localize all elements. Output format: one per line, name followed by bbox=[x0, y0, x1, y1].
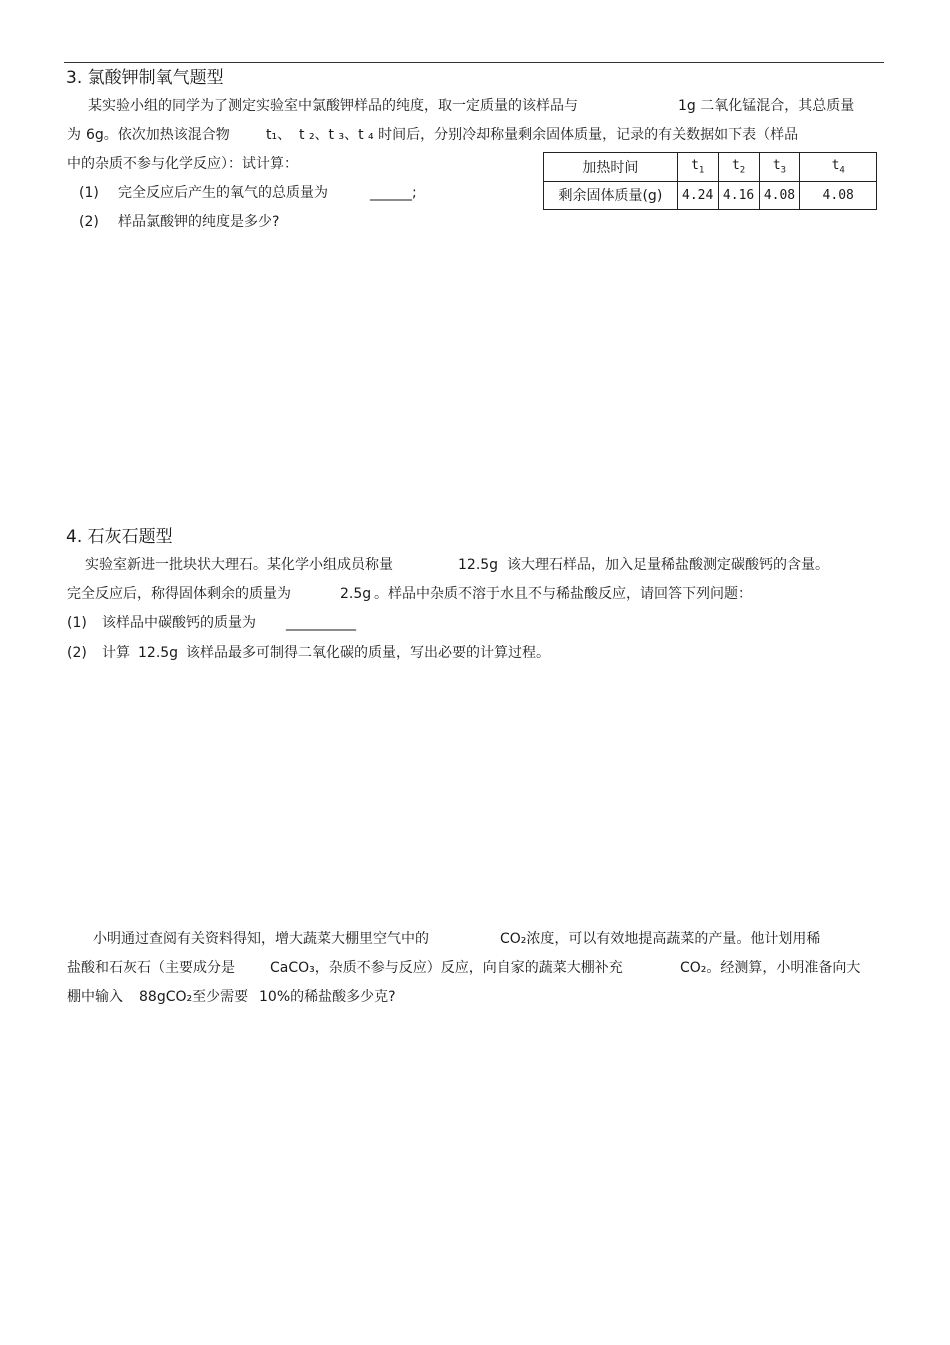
q5-line2-b: CaCO₃，杂质不参与反应）反应，向自家的蔬菜大棚补充 bbox=[270, 960, 623, 976]
q3-sub2-text: 样品氯酸钾的纯度是多少? bbox=[118, 214, 280, 230]
table-mass-cell: 4.08 bbox=[800, 181, 877, 210]
heating-data-table bbox=[543, 152, 879, 212]
q3-heading: 3. 氯酸钾制氧气题型 bbox=[66, 68, 224, 88]
q4-sub2-number: (2) bbox=[67, 645, 87, 661]
table-mass-cell: 4.08 bbox=[759, 181, 800, 210]
table-mass-cell: 4.16 bbox=[718, 181, 759, 210]
q4-line2-a: 完全反应后，称得固体剩余的质量为 bbox=[67, 586, 291, 602]
q4-sub1-blank[interactable]: __________ bbox=[286, 615, 356, 631]
q4-line1-c: 该大理石样品，加入足量稀盐酸测定碳酸钙的含量。 bbox=[507, 557, 829, 573]
table-mass-cell: 4.24 bbox=[677, 181, 718, 210]
top-rule bbox=[64, 62, 884, 63]
table-time-cell: $t_2$ bbox=[718, 153, 759, 182]
q4-line2-b: 2.5g bbox=[340, 586, 372, 602]
table-data-row bbox=[544, 181, 877, 210]
table-time-cell: $t_1$ bbox=[677, 153, 718, 182]
q3-sub1-blank[interactable]: ______; bbox=[370, 185, 417, 201]
q4-sub2-a: 计算 bbox=[102, 645, 130, 661]
q3-line1-a: 某实验小组的同学为了测定实验室中氯酸钾样品的纯度，取一定质量的该样品与 bbox=[88, 98, 578, 114]
q5-line3-b: 88gCO₂至少需要 bbox=[139, 989, 249, 1005]
q4-line2-c: 。样品中杂质不溶于水且不与稀盐酸反应，请回答下列问题： bbox=[374, 586, 752, 602]
q3-line2-d: t ₂、t ₃、t ₄ 时间后，分别冷却称量剩余固体质量，记录的有关数据如下表（样品 bbox=[299, 127, 799, 143]
q4-sub1-number: (1) bbox=[67, 615, 87, 631]
q5-line3-c: 10%的稀盐酸多少克? bbox=[259, 989, 396, 1005]
q5-line3-a: 棚中输入 bbox=[67, 989, 123, 1005]
q3-line3: 中的杂质不参与化学反应）：试计算： bbox=[67, 156, 298, 172]
q5-line2-c: CO₂。经测算，小明准备向大 bbox=[680, 960, 861, 976]
q3-line1-b: 1g 二氧化锰混合，其总质量 bbox=[678, 98, 855, 114]
q3-line2-a: 为 bbox=[67, 127, 81, 143]
q5-line1-a: 小明通过查阅有关资料得知，增大蔬菜大棚里空气中的 bbox=[93, 931, 429, 947]
q4-line1-b: 12.5g bbox=[458, 557, 499, 573]
table-header-row bbox=[544, 153, 877, 182]
table-row-label: 剩余固体质量(g) bbox=[544, 181, 678, 210]
q4-sub2-b: 12.5g bbox=[138, 645, 179, 661]
q4-heading: 4. 石灰石题型 bbox=[66, 527, 173, 547]
q3-sub1-number: (1) bbox=[79, 185, 99, 201]
q3-sub2-number: (2) bbox=[79, 214, 99, 230]
q3-line2-c: t₁、 bbox=[266, 127, 292, 143]
q5-line1-b: CO₂浓度，可以有效地提高蔬菜的产量。他计划用稀 bbox=[500, 931, 821, 947]
table-time-cell: $t_3$ bbox=[759, 153, 800, 182]
q4-sub2-c: 该样品最多可制得二氧化碳的质量，写出必要的计算过程。 bbox=[186, 645, 550, 661]
q5-line2-a: 盐酸和石灰石（主要成分是 bbox=[67, 960, 235, 976]
q3-sub1-text: 完全反应后产生的氧气的总质量为 bbox=[118, 185, 328, 201]
q3-line2-b: 6g。依次加热该混合物 bbox=[86, 127, 230, 143]
q4-sub1-text: 该样品中碳酸钙的质量为 bbox=[102, 615, 256, 631]
table-time-cell: $t_4$ bbox=[800, 153, 877, 182]
q4-line1-a: 实验室新进一批块状大理石。某化学小组成员称量 bbox=[85, 557, 393, 573]
table-header-label: 加热时间 bbox=[544, 153, 678, 182]
